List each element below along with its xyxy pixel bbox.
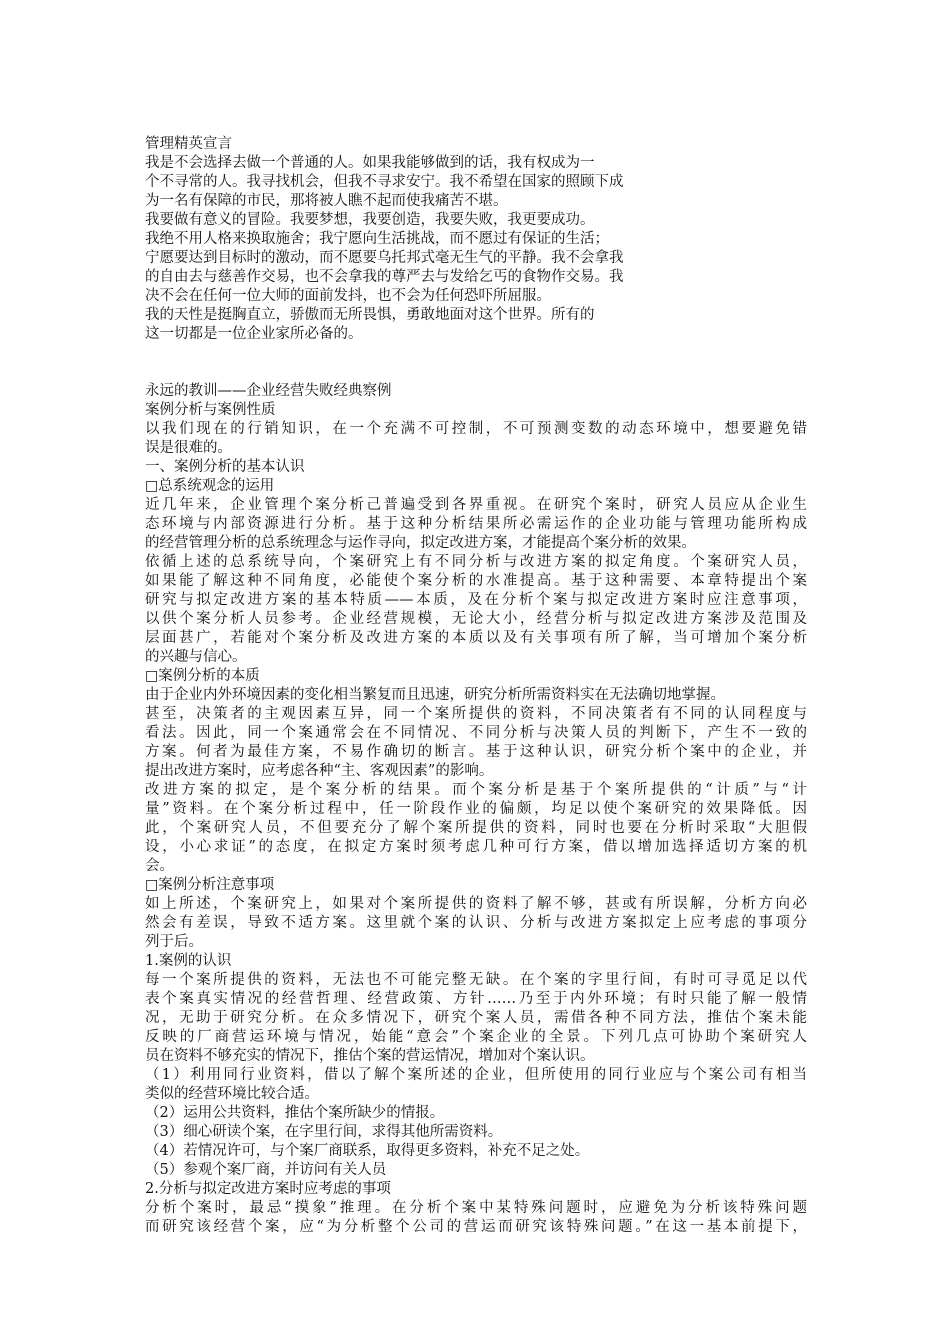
text-line: 况，无助于研究分析。在众多情况下，研究个案人员，需借各种不同方法，推估个案未能: [145, 1010, 807, 1026]
numbered-list: [145, 1066, 807, 1180]
paragraph: [145, 1199, 807, 1237]
text-line: 甚至，决策者的主观因素互异，同一个案所提供的资料，不同决策者有不同的认同程度与: [145, 706, 807, 722]
item-heading: 1.案例的认识: [145, 953, 232, 969]
paragraph: [145, 496, 807, 553]
section-heading: 一、案例分析的基本认识: [145, 459, 305, 475]
paragraph: [145, 553, 807, 667]
text-line: 我的天性是挺胸直立，骄傲而无所畏惧，勇敢地面对这个世界。所有的: [145, 307, 595, 323]
text-line: 以供个案分析人员参考。企业经营规模，无论大小，经营分析与拟定改进方案涉及范围及: [145, 611, 807, 627]
checkbox-square-icon: [145, 668, 158, 684]
text-line: 我要做有意义的冒险。我要梦想，我要创造，我要失败，我更要成功。: [145, 212, 595, 228]
text-line: 我是不会选择去做一个普通的人。如果我能够做到的话，我有权成为一: [145, 155, 595, 171]
paragraph: [145, 971, 807, 1066]
manifesto-body: [145, 154, 807, 344]
text-line: 的经营管理分析的总系统理念与运作寻向，拟定改进方案，才能提高个案分析的效果。: [145, 535, 696, 551]
text-line: 如果能了解这种不同角度，必能使个案分析的水准提高。基于这种需要、本章特提出个案: [145, 573, 807, 589]
text-line: 由于企业内外环境因素的变化相当繁复而且迅速，研究分析所需资料实在无法确切地掌握。: [145, 687, 725, 703]
text-line: 每一个案所提供的资料，无法也不可能完整无缺。在个案的字里行间，有时可寻觅足以代: [145, 972, 807, 988]
subsection-heading-label: 案例分析的本质: [158, 668, 260, 684]
text-line: 表个案真实情况的经营哲理、经营政策、方针……乃至于内外环境；有时只能了解一般情: [145, 991, 807, 1007]
text-line: 层面甚广，若能对个案分析及改进方案的本质以及有关事项有所了解，当可增加个案分析: [145, 630, 807, 646]
checkbox-square-icon: [145, 478, 158, 494]
text-line: 如上所述，个案研究上，如果对个案所提供的资料了解不够，甚或有所误解，分析方向必: [145, 896, 807, 912]
subsection-heading-label: 总系统观念的运用: [158, 478, 275, 494]
text-line: 近几年来，企业管理个案分析己普遍受到各界重视。在研究个案时，研究人员应从企业生: [145, 497, 807, 513]
text-line: 此，个案研究人员，不但要充分了解个案所提供的资料，同时也要在分析时采取“大胆假: [145, 820, 807, 836]
text-line: 误是很难的。: [145, 440, 232, 456]
paragraph: [145, 895, 807, 952]
text-line: 分析个案时，最忌“摸象”推理。在分析个案中某特殊问题时，应避免为分析该特殊问题: [145, 1200, 807, 1216]
text-line: 改进方案的拟定，是个案分析的结果。而个案分析是基于个案所提供的“计质”与“计: [145, 782, 807, 798]
text-line: 态环境与内部资源进行分析。基于这种分析结果所必需运作的企业功能与管理功能所构成: [145, 516, 807, 532]
text-line: 而研究该经营个案，应“为分析整个公司的营运而研究该特殊问题。”在这一基本前提下，: [145, 1219, 807, 1235]
manifesto-title: 管理精英宣言: [145, 136, 232, 152]
text-line: 看法。因此，同一个案通常会在不同情况、不同分析与决策人员的判断下，产生不一致的: [145, 725, 807, 741]
text-line: 然会有差误，导致不适方案。这里就个案的认识、分析与改进方案拟定上应考虑的事项分: [145, 915, 807, 931]
subsection-heading: [145, 477, 807, 496]
list-item-continuation: 类似的经营环境比较合适。: [145, 1086, 319, 1102]
checkbox-square-icon: [145, 877, 158, 893]
paragraph: [145, 686, 807, 781]
subsection-heading: [145, 667, 807, 686]
paragraph: [145, 781, 807, 876]
list-item: （1）利用同行业资料，借以了解个案所述的企业，但所使用的同行业应与个案公司有相当: [145, 1067, 807, 1083]
list-item: （3）细心研读个案，在字里行间，求得其他所需资料。: [145, 1124, 503, 1140]
text-line: 宁愿要达到目标时的激动，而不愿要乌托邦式毫无生气的平静。我不会拿我: [145, 250, 624, 266]
subsection-heading-label: 案例分析注意事项: [158, 877, 275, 893]
text-line: 决不会在任何一位大师的面前发抖，也不会为任何恐吓所屈服。: [145, 288, 551, 304]
text-line: 这一切都是一位企业家所必备的。: [145, 326, 363, 342]
document-page: [145, 135, 807, 1237]
text-line: 的自由去与慈善作交易，也不会拿我的尊严去与发给乞丐的食物作交易。我: [145, 269, 624, 285]
text-line: 我绝不用人格来换取施舍；我宁愿向生活挑战，而不愿过有保证的生活；: [145, 231, 609, 247]
text-line: 研究与拟定改进方案的基本特质——本质，及在分析个案与拟定改进方案时应注意事项，: [145, 592, 807, 608]
text-line: 反映的厂商营运环境与情况，始能“意会”个案企业的全景。下列几点可协助个案研究人: [145, 1029, 807, 1045]
article-title: 永远的教训——企业经营失败经典察例: [145, 383, 392, 399]
item-heading: 2.分析与拟定改进方案时应考虑的事项: [145, 1181, 391, 1197]
list-item: （5）参观个案厂商，并访问有关人员: [145, 1162, 387, 1178]
text-line: 的兴趣与信心。: [145, 649, 247, 665]
text-line: 以我们现在的行销知识，在一个充满不可控制，不可预测变数的动态环境中，想要避免错: [145, 421, 807, 437]
subsection-heading: [145, 876, 807, 895]
intro-paragraph: [145, 420, 807, 458]
text-line: 员在资料不够充实的情况下，推估个案的营运情况，增加对个案认识。: [145, 1048, 595, 1064]
text-line: 提出改进方案时，应考虑各种“主、客观因素”的影响。: [145, 763, 494, 779]
text-line: 量”资料。在个案分析过程中，任一阶段作业的偏颇，均足以使个案研究的效果降低。因: [145, 801, 807, 817]
list-item: （2）运用公共资料，推估个案所缺少的情报。: [145, 1105, 445, 1121]
text-line: 为一名有保障的市民，那将被人瞧不起而使我痛苦不堪。: [145, 193, 508, 209]
list-item: （4）若情况许可，与个案厂商联系，取得更多资料，补充不足之处。: [145, 1143, 590, 1159]
text-line: 设，小心求证”的态度，在拟定方案时须考虑几种可行方案，借以增加选择适切方案的机: [145, 839, 807, 855]
text-line: 列于后。: [145, 934, 203, 950]
article-subtitle: 案例分析与案例性质: [145, 402, 276, 418]
text-line: 方案。何者为最佳方案，不易作确切的断言。基于这种认识，研究分析个案中的企业，并: [145, 744, 807, 760]
text-line: 个不寻常的人。我寻找机会，但我不寻求安宁。我不希望在国家的照顾下成: [145, 174, 624, 190]
text-line: 会。: [145, 858, 174, 874]
section-spacer: [145, 344, 807, 382]
text-line: 依循上述的总系统导向，个案研究上有不同分析与改进方案的拟定角度。个案研究人员，: [145, 554, 807, 570]
